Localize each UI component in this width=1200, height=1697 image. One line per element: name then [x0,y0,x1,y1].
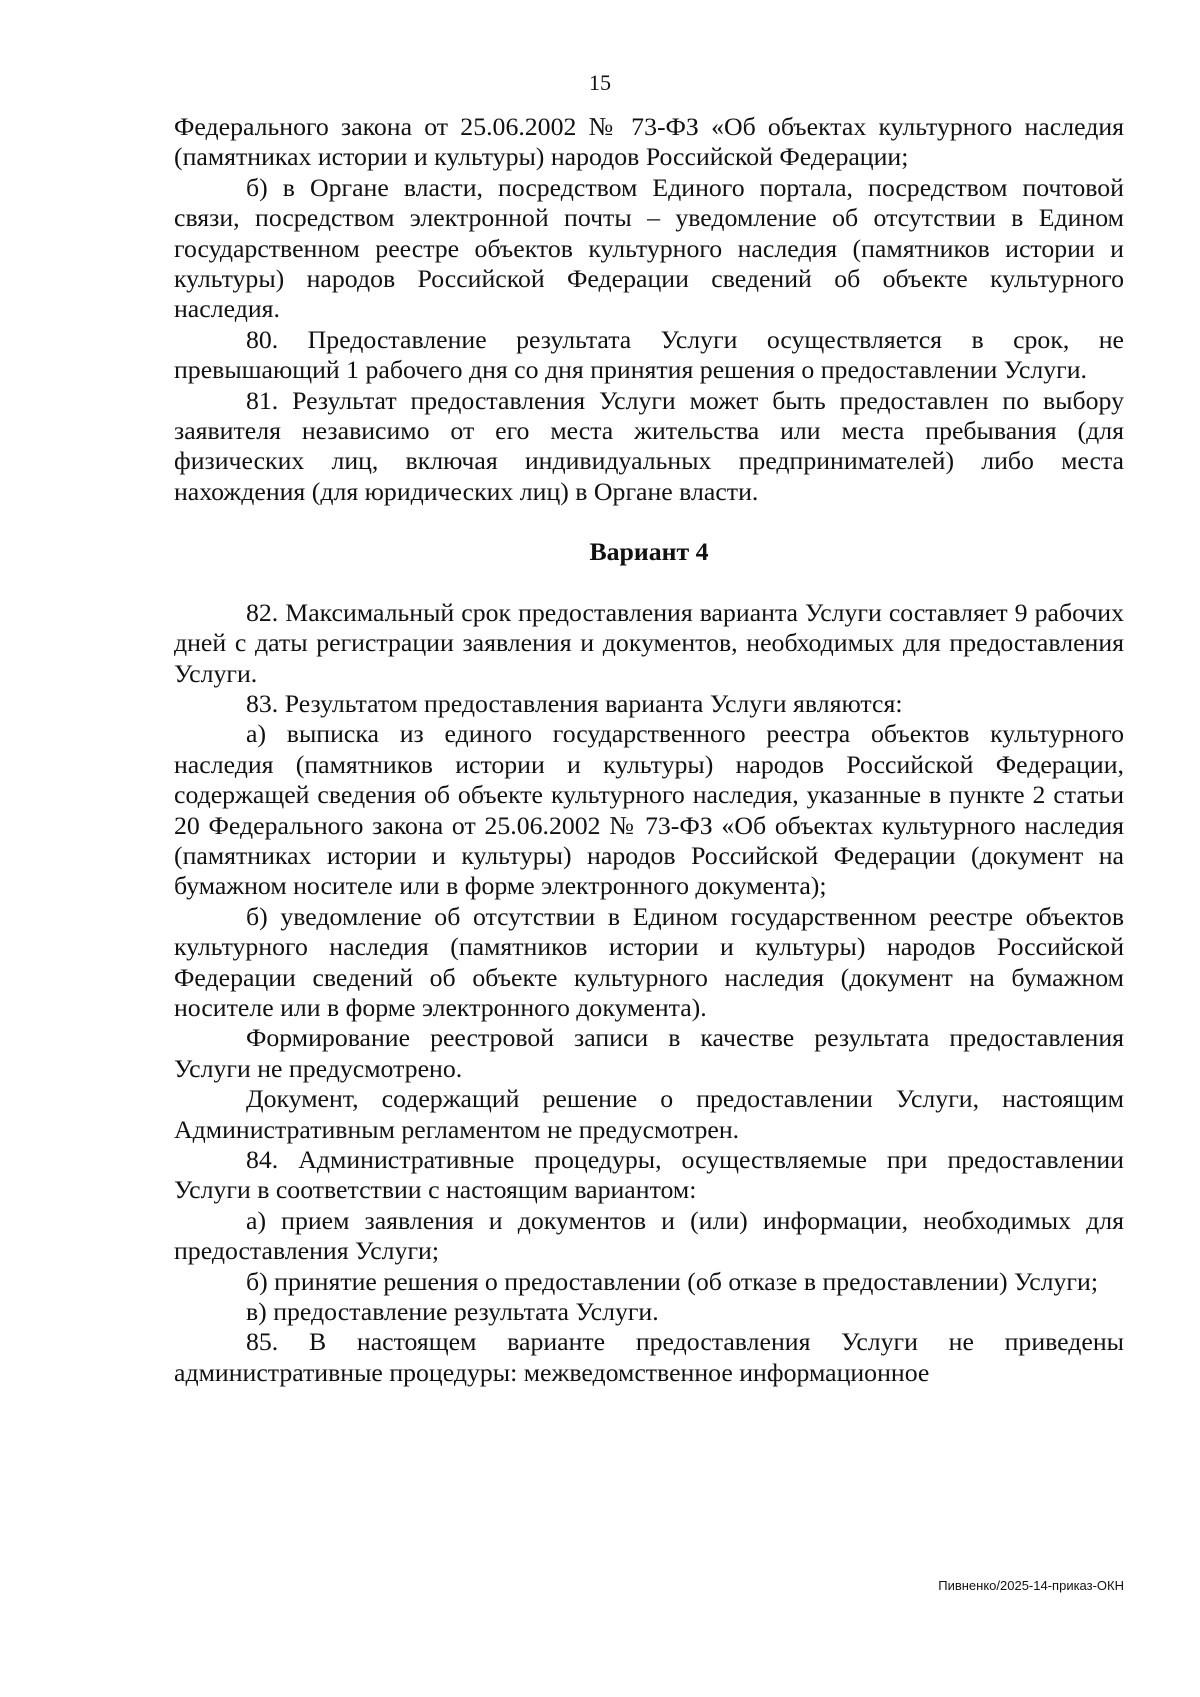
paragraph-registry-record: Формирование реестровой записи в качестве результата предоставления Услуги не предусмотрено. [174,1023,1124,1083]
paragraph-84-a: а) прием заявления и документов и (или) информации, необходимых для предоставления Услуги; [174,1205,1124,1266]
paragraph-84: 84. Административные процедуры, осуществляемые при предоставлении Услуги в соответствии с настоящим вариантом: [174,1145,1124,1205]
paragraph-82: 82. Максимальный срок предоставления варианта Услуги составляет 9 рабочих дней с даты регистрации заявления и документов, необходимых для предоставления Услуги. [174,597,1124,688]
paragraph-80: 80. Предоставление результата Услуги осуществляется в срок, не превышающий 1 рабочего дня со дня принятия решения о предоставлении Услуги. [174,324,1124,385]
footer-document-code: Пивненко/2025-14-приказ-ОКН [938,1578,1124,1593]
paragraph-decision-document: Документ, содержащий решение о предоставлении Услуги, настоящим Административным регламентом не предусмотрен. [174,1084,1124,1144]
document-body [174,112,1124,1388]
paragraph-item-b-organ: б) в Органе власти, посредством Единого портала, посредством почтовой связи, посредством электронной почты – уведомление об отсутствии в Едином государственном реестре объектов культурного наследия (памятников истории и культуры) народов Российской Федерации сведений об объекте культурного наследия. [174,172,1124,324]
paragraph-81: 81. Результат предоставления Услуги может быть предоставлен по выбору заявителя независимо от его места жительства или места пребывания (для физических лиц, включая индивидуальных предпринимателей) либо места нахождения (для юридических лиц) в Органе власти. [174,385,1124,506]
paragraph-83-a: а) выписка из единого государственного реестра объектов культурного наследия (памятников истории и культуры) народов Российской Федерации, содержащей сведения об объекте культурного наследия, указанные в пункте 2 статьи 20 Федерального закона от 25.06.2002 № 73-ФЗ «Об объектах культурного наследия (памятниках истории и культуры) народов Российской Федерации (документ на бумажном носителе или в форме электронного документа); [174,719,1124,901]
section-heading-variant-4: Вариант 4 [589,537,709,567]
paragraph-continuation: Федерального закона от 25.06.2002 № 73-ФЗ «Об объектах культурного наследия (памятниках истории и культуры) народов Российской Федерации; [174,112,1124,172]
paragraph-85: 85. В настоящем варианте предоставления Услуги не приведены административные процедуры: межведомственное информационное [174,1327,1124,1387]
paragraph-84-v: в) предоставление результата Услуги. [246,1297,659,1327]
paragraph-83-b: б) уведомление об отсутствии в Едином государственном реестре объектов культурного наследия (памятников истории и культуры) народов Российской Федерации сведений об объекте культурного наследия (документ на бумажном носителе или в форме электронного документа). [174,901,1124,1022]
page-number: 15 [589,70,611,95]
paragraph-83: 83. Результатом предоставления варианта Услуги являются: [246,688,903,718]
paragraph-84-b: б) принятие решения о предоставлении (об отказе в предоставлении) Услуги; [246,1266,1098,1296]
